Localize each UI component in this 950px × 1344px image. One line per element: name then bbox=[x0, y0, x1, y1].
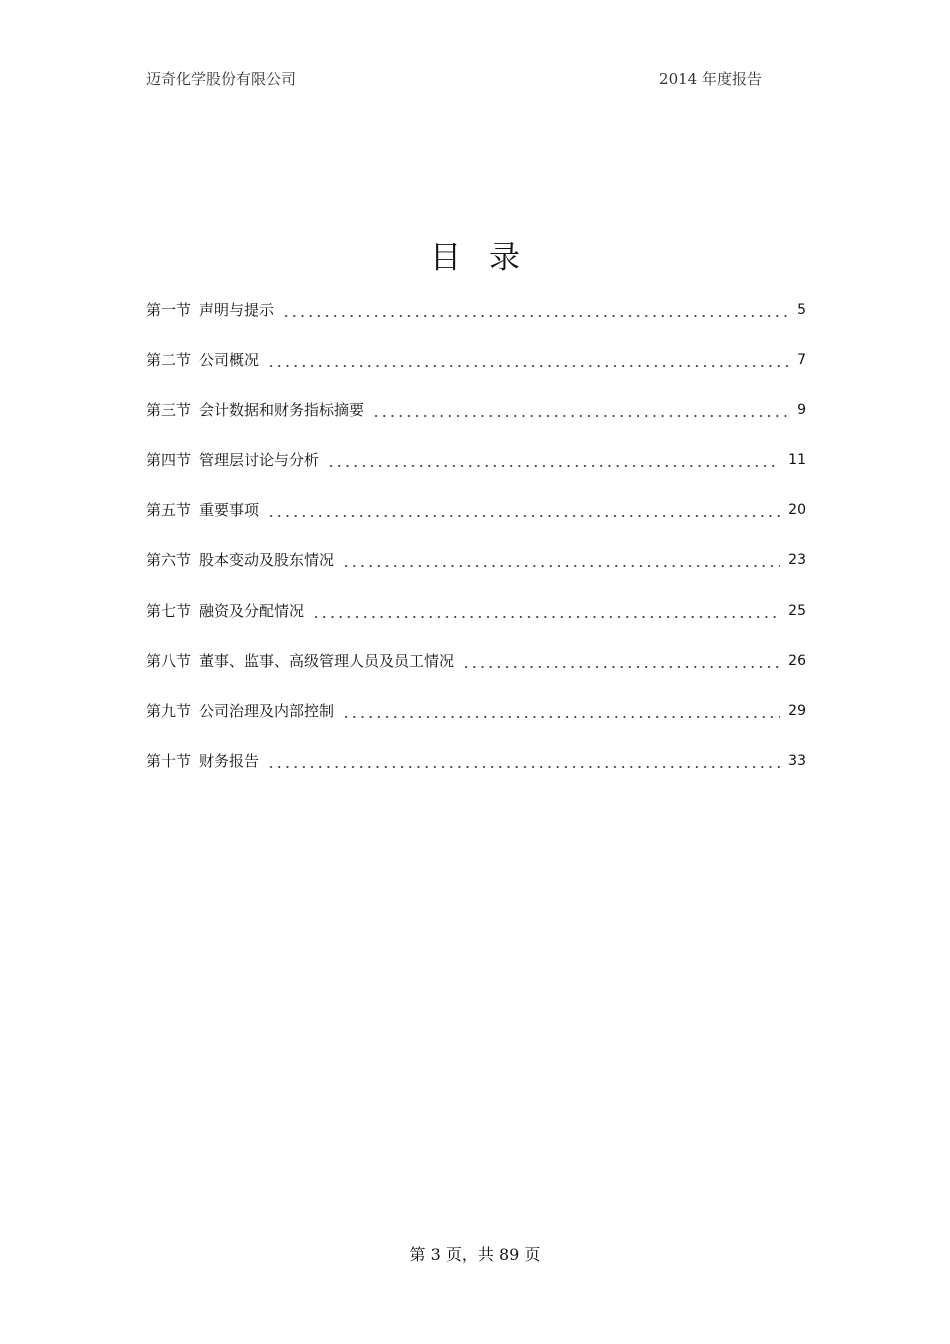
toc-section-title: 声明与提示 bbox=[199, 301, 275, 319]
header-report-title: 2014 年度报告 bbox=[659, 70, 762, 88]
toc-page-number: 5 bbox=[797, 302, 806, 318]
toc-section-title: 公司概况 bbox=[199, 351, 260, 370]
toc-section-number: 第二节 bbox=[146, 351, 192, 370]
table-of-contents bbox=[146, 298, 806, 799]
toc-title: 目录 bbox=[430, 240, 548, 276]
toc-dot-leader bbox=[462, 649, 780, 673]
toc-dot-leader bbox=[327, 448, 780, 472]
toc-entry[interactable] bbox=[146, 498, 806, 548]
toc-entry[interactable] bbox=[146, 649, 806, 699]
toc-page-number: 7 bbox=[797, 352, 806, 369]
toc-entry[interactable] bbox=[146, 699, 806, 749]
toc-page-number: 26 bbox=[788, 652, 806, 669]
toc-section-number: 第九节 bbox=[146, 701, 192, 720]
toc-section-title: 公司治理及内部控制 bbox=[199, 701, 335, 720]
toc-page-number: 33 bbox=[788, 752, 806, 769]
toc-entry[interactable] bbox=[146, 548, 806, 598]
toc-page-number: 23 bbox=[788, 552, 806, 569]
toc-section-number: 第三节 bbox=[146, 401, 192, 420]
toc-dot-leader bbox=[342, 548, 780, 572]
toc-dot-leader bbox=[312, 599, 780, 623]
toc-section-number: 第一节 bbox=[146, 301, 192, 319]
toc-dot-leader bbox=[372, 398, 789, 422]
toc-section-title: 财务报告 bbox=[199, 751, 260, 770]
toc-section-title: 重要事项 bbox=[199, 501, 260, 520]
toc-page-number: 29 bbox=[788, 702, 806, 719]
toc-dot-leader bbox=[282, 298, 789, 322]
toc-page-number: 9 bbox=[797, 402, 806, 419]
toc-dot-leader bbox=[267, 348, 789, 372]
toc-page-number: 20 bbox=[788, 502, 806, 519]
toc-section-title: 股本变动及股东情况 bbox=[199, 551, 335, 570]
toc-entry[interactable] bbox=[146, 599, 806, 649]
toc-section-number: 第八节 bbox=[146, 651, 192, 670]
toc-entry[interactable] bbox=[146, 398, 806, 448]
page-header bbox=[146, 68, 762, 90]
toc-entry[interactable] bbox=[146, 348, 806, 398]
toc-entry[interactable] bbox=[146, 749, 806, 799]
toc-section-number: 第五节 bbox=[146, 501, 192, 520]
toc-section-number: 第七节 bbox=[146, 601, 192, 620]
toc-section-title: 会计数据和财务指标摘要 bbox=[199, 401, 365, 420]
toc-section-number: 第四节 bbox=[146, 451, 192, 470]
toc-section-number: 第六节 bbox=[146, 551, 192, 570]
toc-section-number: 第十节 bbox=[146, 751, 192, 770]
toc-dot-leader bbox=[267, 498, 780, 522]
toc-section-title: 管理层讨论与分析 bbox=[199, 451, 320, 470]
toc-dot-leader bbox=[267, 749, 780, 773]
header-company-name: 迈奇化学股份有限公司 bbox=[146, 70, 297, 88]
toc-page-number: 25 bbox=[788, 602, 806, 619]
toc-entry[interactable] bbox=[146, 448, 806, 498]
toc-page-number: 11 bbox=[788, 452, 806, 469]
toc-entry[interactable] bbox=[146, 298, 806, 348]
page-footer: 第 3 页，共 89 页 bbox=[409, 1245, 541, 1264]
toc-section-title: 董事、监事、高级管理人员及员工情况 bbox=[199, 651, 455, 670]
toc-section-title: 融资及分配情况 bbox=[199, 601, 305, 620]
toc-dot-leader bbox=[342, 699, 780, 723]
